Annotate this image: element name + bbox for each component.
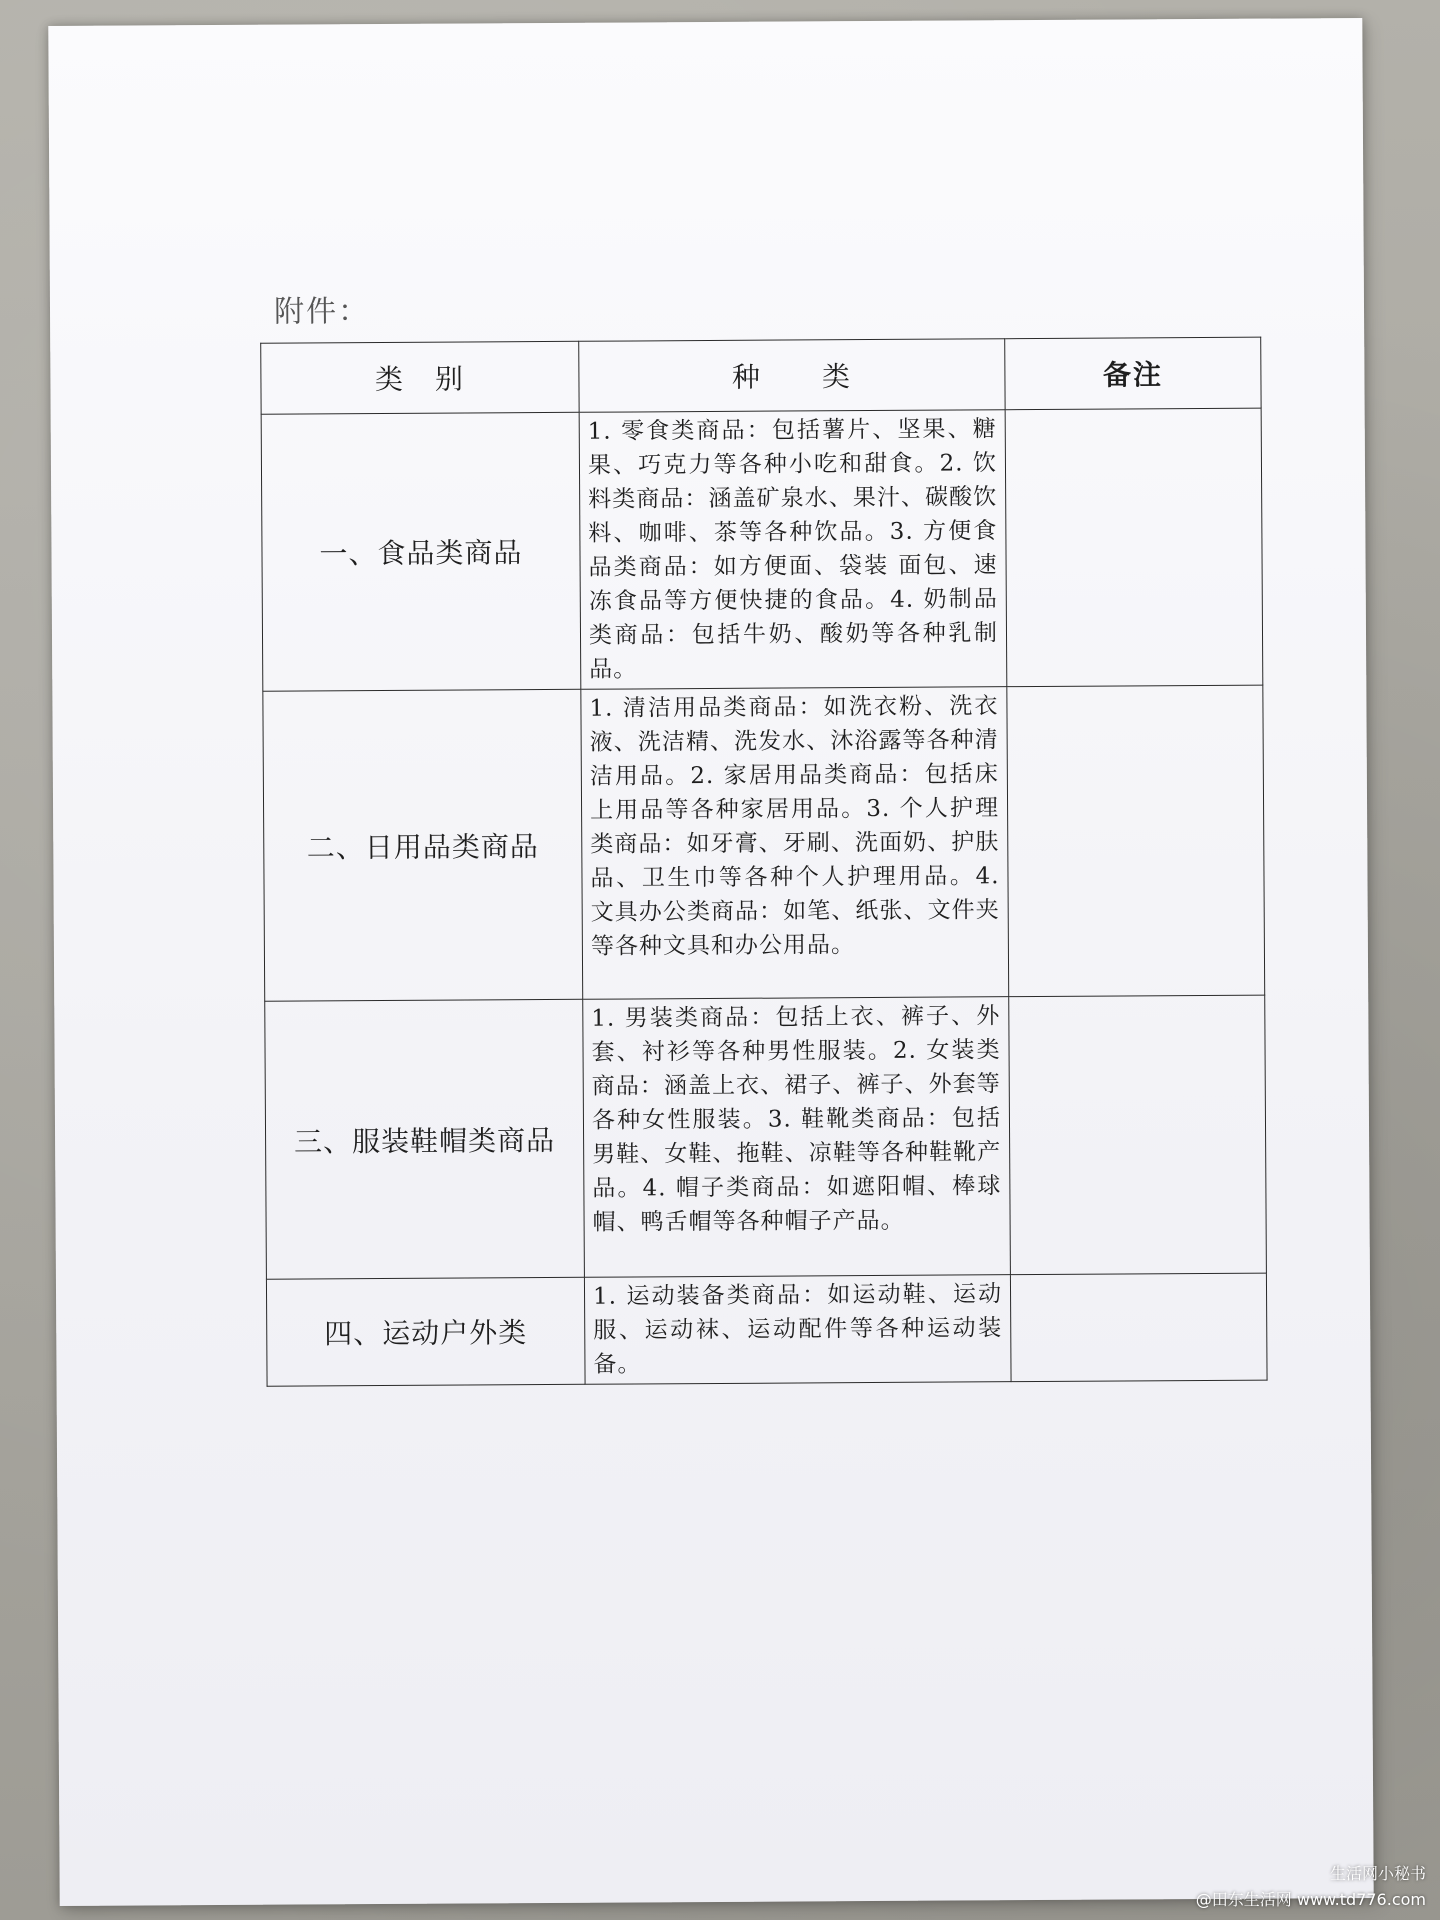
row-description: 1. 清洁用品类商品：如洗衣粉、洗衣液、洗洁精、洗发水、沐浴露等各种清洁用品。2. 家居用品类商品：包括床上用品等各种家居用品。3. 个人护理类商品：如牙膏、牙刷、洗面奶、护肤品、卫生巾等各种个人护理用品。4. 文具办公类商品：如笔、纸张、文件夹等各种文具和办公用品。 — [581, 687, 1009, 1000]
table-row — [261, 408, 1263, 691]
row-remark — [1010, 1273, 1267, 1382]
row-description: 1. 零食类商品：包括薯片、坚果、糖果、巧克力等各种小吃和甜食。2. 饮料类商品：涵盖矿泉水、果汁、碳酸饮料、咖啡、茶等各种饮品。3. 方便食品类商品：如方便面、袋装 面包、速冻食品等方便快捷的食品。4. 奶制品类商品：包括牛奶、酸奶等各种乳制品。 — [579, 410, 1007, 690]
table-row — [265, 995, 1267, 1279]
header-remark: 备注 — [1005, 337, 1261, 410]
row-category: 四、运动户外类 — [266, 1277, 585, 1386]
category-table-wrapper — [260, 337, 1266, 1387]
watermark-line-1: 生活网小秘书 — [1329, 1864, 1426, 1883]
row-remark — [1007, 685, 1265, 997]
row-remark — [1009, 995, 1267, 1275]
paper-sheet — [48, 18, 1373, 1906]
row-category: 三、服装鞋帽类商品 — [265, 999, 585, 1279]
table-header-row — [261, 337, 1261, 414]
category-table — [260, 337, 1267, 1387]
row-remark — [1005, 408, 1263, 687]
row-description: 1. 运动装备类商品：如运动鞋、运动服、运动袜、运动配件等各种运动装备。 — [584, 1275, 1011, 1385]
attachment-label: 附件： — [273, 294, 371, 330]
row-category: 二、日用品类商品 — [263, 689, 583, 1001]
watermark-line-2: @田东生活网 www.td776.com — [1195, 1890, 1426, 1909]
row-description: 1. 男装类商品：包括上衣、裤子、外套、衬衫等各种男性服装。2. 女装类商品：涵盖上衣、裙子、裤子、外套等各种女性服装。3. 鞋靴类商品：包括男鞋、女鞋、拖鞋、凉鞋等各种鞋靴产品。4. 帽子类商品：如遮阳帽、棒球帽、鸭舌帽等各种帽子产品。 — [583, 997, 1011, 1278]
row-category: 一、食品类商品 — [261, 412, 581, 691]
header-category: 类 别 — [261, 341, 579, 414]
header-type: 种 类 — [579, 339, 1005, 413]
table-row — [263, 685, 1265, 1001]
table-row — [266, 1273, 1267, 1386]
